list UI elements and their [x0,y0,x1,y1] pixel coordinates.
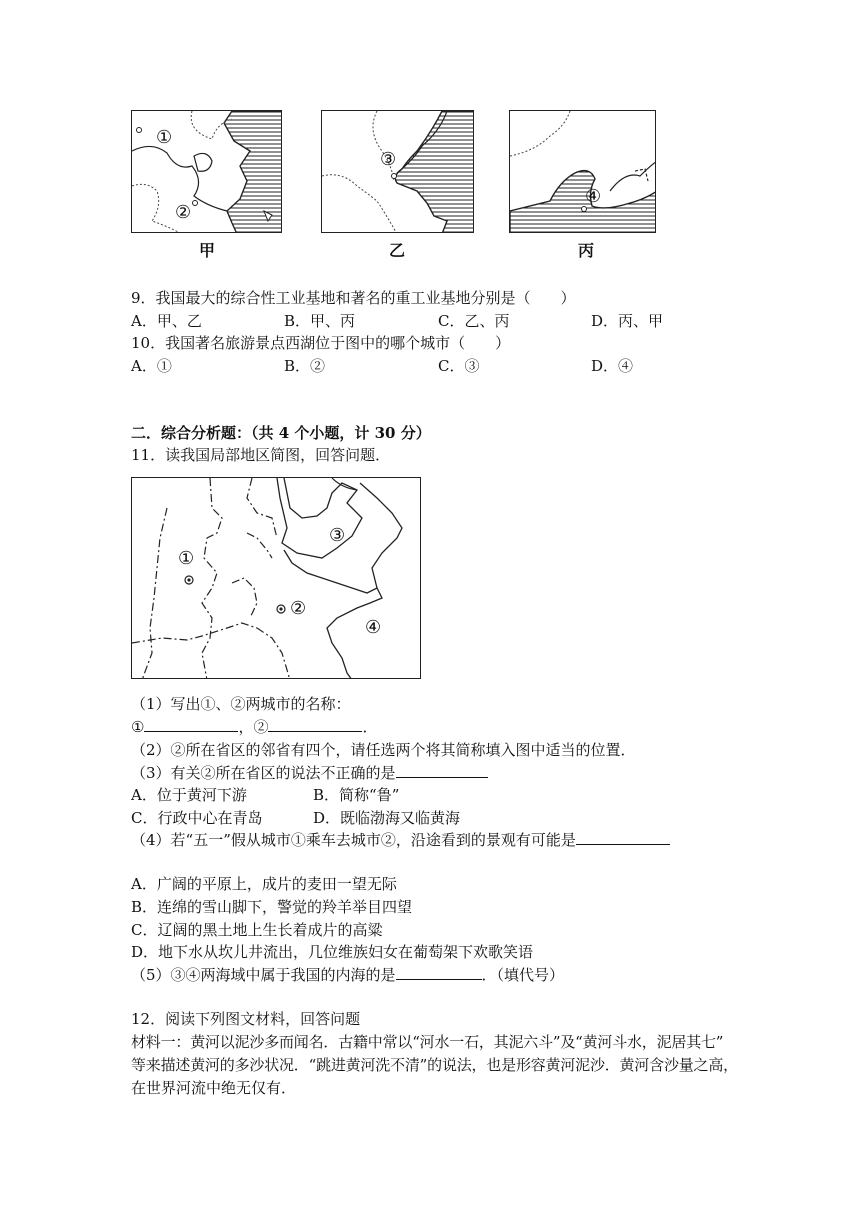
q10-option-d: D．④ [591,357,634,375]
q9-stem: 9．我国最大的综合性工业基地和著名的重工业基地分别是（ ） [131,289,576,307]
map-yi [321,110,474,233]
caption-bing: 丙 [578,241,595,260]
q11-part4-option-d: D．地下水从坎儿井流出，几位维族妇女在葡萄架下欢歌笑语 [131,943,534,961]
answer-blank-3[interactable] [396,763,488,778]
section-heading: 二．综合分析题：（共 4 个小题，计 30 分） [131,424,431,442]
q10-stem: 10．我国著名旅游景点西湖位于图中的哪个城市（ ） [131,334,511,352]
map-jia-drawing [132,111,282,233]
q11-part3-option-d: D．既临渤海又临黄海 [313,809,461,827]
q11-part5-end: ．（填代号） [481,966,565,984]
q11-part2: （2）②所在省区的邻省有四个，请任选两个将其简称填入图中适当的位置． [131,741,636,759]
q11-map-label-3: ③ [329,525,346,546]
q9-option-d: D．丙、甲 [591,312,664,330]
q11-part4-option-b: B．连绵的雪山脚下，警觉的羚羊举目四望 [131,898,413,916]
q12-material-line-3: 在世界河流中绝无仅有． [131,1079,297,1097]
answer-blank-2[interactable] [268,717,362,732]
q9-option-b: B．甲、丙 [284,312,356,330]
marker-3: ③ [380,149,397,170]
q11-part3-option-b: B．简称“鲁” [313,786,400,804]
q11-map-drawing [132,478,421,679]
marker-2: ② [175,202,192,223]
q11-part1-end: ． [362,718,378,736]
map-bing-drawing [510,111,656,233]
map-bing [509,110,656,233]
q11-part1-a-label: ① [131,718,145,736]
q11-part1-answers [131,716,377,737]
q11-stem: 11．读我国局部地区简图，回答问题． [131,446,391,464]
answer-blank-1[interactable] [144,717,238,732]
q11-map-label-1: ① [178,548,195,569]
answer-blank-4[interactable] [576,830,670,845]
q11-part3: （3）有关②所在省区的说法不正确的是 [131,764,396,782]
q12-stem: 12．阅读下列图文材料，回答问题 [131,1010,361,1028]
q12-material-line-2: 等来描述黄河的多沙状况．“跳进黄河洗不清”的说法，也是形容黄河泥沙．黄河含沙量之高， [131,1056,738,1074]
q10-option-a: A．① [131,357,172,375]
q11-part3-row [131,762,488,783]
q11-part3-option-c: C．行政中心在青岛 [131,809,263,827]
q12-material-line-1: 材料一：黄河以泥沙多而闻名．古籍中常以“河水一石，其泥六斗”及“黄河斗水，泥居其七” [131,1033,724,1051]
q10-option-b: B．② [284,357,326,375]
q11-map-label-2: ② [290,598,307,619]
map-jia [131,110,282,233]
q9-option-a: A．甲、乙 [131,312,202,330]
q11-part4-row [131,829,670,850]
q11-part3-option-a: A．位于黄河下游 [131,786,247,804]
q11-map-label-4: ④ [365,617,382,638]
answer-blank-5[interactable] [396,965,482,980]
q10-option-c: C．③ [438,357,480,375]
map-yi-drawing [322,111,474,233]
q11-part4: （4）若“五一”假从城市①乘车去城市②，沿途看到的景观有可能是 [131,831,576,849]
q11-map [131,477,421,679]
q11-part1-b-label: ，② [238,718,269,736]
q9-option-c: C．乙、丙 [438,312,510,330]
q11-part4-option-c: C．辽阔的黑土地上生长着成片的高粱 [131,921,383,939]
caption-yi: 乙 [389,241,406,260]
q11-part5: （5）③④两海域中属于我国的内海的是 [131,966,396,984]
caption-jia: 甲 [199,241,216,260]
q11-part4-option-a: A．广阔的平原上，成片的麦田一望无际 [131,875,397,893]
q11-part5-row [131,964,564,985]
marker-4: ④ [585,186,602,207]
marker-1: ① [156,127,173,148]
q11-part1: （1）写出①、②两城市的名称： [131,695,351,713]
